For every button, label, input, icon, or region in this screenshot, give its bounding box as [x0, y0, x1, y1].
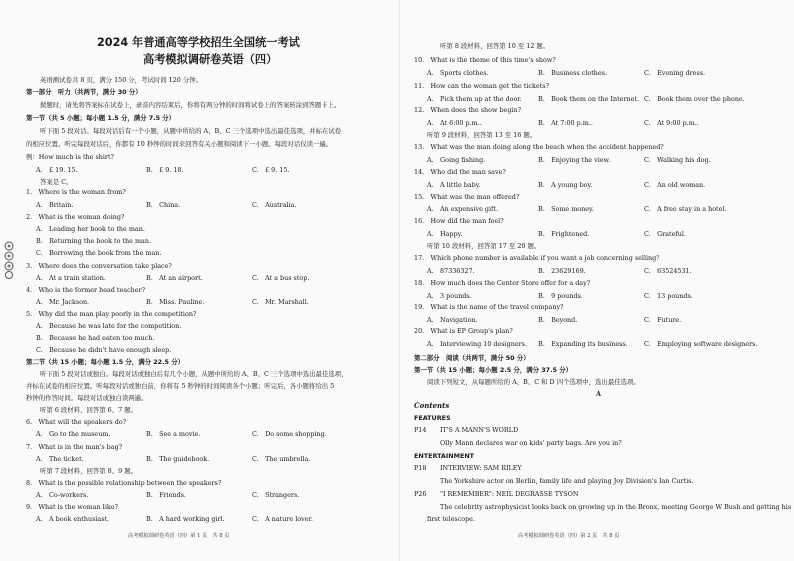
q13-option-a: A. Going fishing. — [427, 156, 486, 164]
q15-option-a: A. An expensive gift. — [427, 205, 499, 213]
p14-number: P14 — [414, 426, 427, 434]
example-option-b: B. £ 9. 18. — [146, 166, 184, 174]
q20-option-b: B. Expanding its business. — [538, 340, 628, 348]
example-option-c: C. £ 9. 15. — [252, 166, 290, 174]
section1-instructions-2: 的相应位置。听完每段对话后，你都有 10 秒钟的时间来回答有关小题和阅读下一小题。每段对话仅读一遍。 — [26, 140, 333, 148]
exam-title: 2024 年普通高等学校招生全国统一考试 — [97, 36, 300, 49]
passage-letter: A — [596, 390, 601, 398]
q14-option-c: C. An old woman. — [644, 181, 706, 189]
question-16: 16. How did the man feel? — [414, 217, 504, 225]
q17-option-b: B. 23629169. — [538, 267, 586, 275]
features-heading: FEATURES — [414, 414, 451, 422]
q12-option-a: A. At 6:00 p.m.. — [427, 119, 482, 127]
q16-option-b: B. Frightened. — [538, 230, 590, 238]
section2-instructions-2: 并标在试卷的相应位置。听每段对话或独白前，你将有 5 秒钟的时间阅读各个小题；听完后，各小题将给出 5 — [26, 382, 335, 390]
section2-instructions-1: 听下面 5 段对话或独白。每段对话或独白后有几个小题，从题中所给的 A、B、C 三个选项中选出最佳选项， — [40, 370, 348, 378]
q9-option-b: B. A hard working girl. — [146, 515, 225, 523]
q13-option-c: C. Walking his dog. — [644, 156, 711, 164]
contents-heading: Contents — [414, 401, 450, 410]
part1-instructions: 做题时，请先将答案标在试卷上，录音内容结束后，你将有两分钟的时间将试卷上的答案转涂到答题卡上。 — [40, 101, 341, 109]
q3-option-b: B. At an airport. — [146, 274, 203, 282]
p14-description: Olly Mann declares war on kids' party bags. Are you in? — [440, 439, 622, 447]
question-19: 19. What is the name of the travel company? — [414, 303, 564, 311]
q17-option-a: A. 87336327. — [427, 267, 475, 275]
q11-option-c: C. Book them over the phone. — [644, 95, 745, 103]
entertainment-heading: ENTERTAINMENT — [414, 452, 475, 460]
example-option-a: A. £ 19. 15. — [36, 166, 78, 174]
q4-option-c: C. Mr. Marshall. — [252, 298, 309, 306]
p26-description-1: The celebrity astrophysicist looks back on growing up in the Bronx, meeting George W Bush and getting his — [440, 503, 792, 511]
q19-option-b: B. Beyond. — [538, 316, 578, 324]
q7-option-a: A. The ticket. — [36, 455, 84, 463]
p18-title: INTERVIEW: SAM RILEY — [440, 464, 522, 472]
q11-option-b: B. Book them on the Internet. — [538, 95, 640, 103]
material-9-note: 听第 9 段材料，回答第 13 至 16 题。 — [427, 131, 537, 139]
question-4: 4. Who is the former head teacher? — [26, 286, 146, 294]
q10-option-b: B. Business clothes. — [538, 69, 607, 77]
q11-option-a: A. Pick them up at the door. — [427, 95, 522, 103]
question-6: 6. What will the speakers do? — [26, 418, 127, 426]
p26-title: "I REMEMBER": NEIL DEGRASSE TYSON — [440, 490, 579, 498]
q1-option-a: A. Britain. — [36, 201, 74, 209]
q20-option-c: C. Employing software designers. — [644, 340, 758, 348]
p18-description: The Yorkshire actor on Berlin, family life and playing Joy Division's Ian Curtis. — [440, 477, 694, 485]
example-question: 例：How much is the shirt? — [26, 153, 114, 161]
question-15: 15. What was the man offered? — [414, 193, 520, 201]
p26-description-2: first telescope. — [427, 515, 475, 523]
q9-option-a: A. A book enthusiast. — [36, 515, 110, 523]
q2-option-c: C. Borrowing the book from the man. — [36, 249, 162, 257]
section2-heading: 第二节（共 15 小题；每小题 1.5 分，满分 22.5 分） — [26, 358, 184, 366]
material-8-note: 听第 8 段材料，回答第 10 至 12 题。 — [440, 42, 550, 50]
material-6-note: 听第 6 段材料，回答第 6、7 题。 — [40, 406, 138, 414]
question-5: 5. Why did the man play poorly in the competition? — [26, 310, 197, 318]
q14-option-b: B. A young boy. — [538, 181, 593, 189]
q12-option-b: B. At 7:00 p.m.. — [538, 119, 593, 127]
section1-instructions-1: 听下面 5 段对话。每段对话后有一个小题，从题中所给的 A、B、C 三个选项中选出最佳选项，并标在试卷 — [40, 127, 342, 135]
q19-option-a: A. Navigation. — [427, 316, 478, 324]
right-page-footer: 高考模拟调研卷英语（四）第 2 页 共 8 页 — [518, 533, 620, 539]
q1-option-c: C. Australia. — [252, 201, 297, 209]
q16-option-a: A. Happy. — [427, 230, 463, 238]
question-1: 1. Where is the woman from? — [26, 188, 126, 196]
example-answer: 答案是 C。 — [40, 178, 73, 186]
q2-option-b: B. Returning the book to the man. — [36, 237, 151, 245]
part2-heading: 第二部分 阅读（共两节，满分 50 分） — [414, 354, 530, 362]
q9-option-c: C. A nature lover. — [252, 515, 313, 523]
q15-option-b: B. Some money. — [538, 205, 594, 213]
question-17: 17. Which phone number is available if you want a job concerning selling？ — [414, 254, 663, 262]
right-page — [400, 0, 794, 561]
q18-option-b: B. 9 pounds. — [538, 292, 583, 300]
question-7: 7. What is in the man's bag? — [26, 443, 123, 451]
p18-number: P18 — [414, 464, 427, 472]
q10-option-a: A. Sports clothes. — [427, 69, 489, 77]
section1-heading: 第一节（共 5 小题；每小题 1.5 分，满分 7.5 分） — [26, 114, 176, 122]
q18-option-c: C. 13 pounds. — [644, 292, 693, 300]
q8-option-c: C. Strangers. — [252, 491, 300, 499]
p26-number: P26 — [414, 490, 427, 498]
part2-section1-heading: 第一节（共 15 小题；每小题 2.5 分，满分 37.5 分） — [414, 366, 572, 374]
left-page-footer: 高考模拟调研卷英语（四）第 1 页 共 8 页 — [128, 533, 230, 539]
q5-option-c: C. Because he didn't have enough sleep. — [36, 346, 172, 354]
question-12: 12. When does the show begin? — [414, 106, 521, 114]
q19-option-c: C. Future. — [644, 316, 682, 324]
q1-option-b: B. China. — [146, 201, 181, 209]
q8-option-b: B. Friends. — [146, 491, 186, 499]
question-18: 18. How much does the Center Store offer for a day? — [414, 279, 591, 287]
p14-title: IT'S A MANN'S WORLD — [440, 426, 519, 434]
q14-option-a: A. A little baby. — [427, 181, 481, 189]
question-8: 8. What is the possible relationship between the speakers? — [26, 479, 222, 487]
exam-info: 英语测试卷共 8 页，满分 150 分，考试时间 120 分钟。 — [40, 76, 203, 84]
question-9: 9. What is the woman like? — [26, 503, 118, 511]
q2-option-a: A. Leading her book to the man. — [36, 225, 145, 233]
q17-option-c: C. 63524531. — [644, 267, 692, 275]
question-3: 3. Where does the conversation take place? — [26, 262, 172, 270]
question-20: 20. What is EP Group's plan? — [414, 327, 513, 335]
q4-option-b: B. Miss. Pauline. — [146, 298, 205, 306]
q10-option-c: C. Evening dress. — [644, 69, 706, 77]
q6-option-a: A. Go to the museum. — [36, 430, 111, 438]
q5-option-a: A. Because he was late for the competition. — [36, 322, 182, 330]
material-7-note: 听第 7 段材料，回答第 8、9 题。 — [40, 467, 138, 475]
q6-option-c: C. Do some shopping. — [252, 430, 327, 438]
q3-option-c: C. At a bus stop. — [252, 274, 310, 282]
q8-option-a: A. Co-workers. — [36, 491, 89, 499]
q12-option-c: C. At 9:00 p.m.. — [644, 119, 699, 127]
question-13: 13. What was the man doing along the beach when the accident happened? — [414, 143, 664, 151]
q18-option-a: A. 3 pounds. — [427, 292, 472, 300]
question-10: 10. What is the theme of this time's show? — [414, 56, 556, 64]
q5-option-b: B. Because he had eaten too much. — [36, 334, 155, 342]
q7-option-b: B. The guidebook. — [146, 455, 210, 463]
q6-option-b: B. See a movie. — [146, 430, 201, 438]
section2-instructions-3: 秒钟的作答时间。每段对话或独白读两遍。 — [26, 394, 148, 402]
question-11: 11. How can the woman get the tickets? — [414, 82, 549, 90]
q20-option-a: A. Interviewing 10 designers. — [427, 340, 527, 348]
binding-stamp — [2, 240, 16, 280]
exam-subtitle: 高考模拟调研卷英语（四） — [143, 53, 278, 66]
q3-option-a: A. At a train station. — [36, 274, 106, 282]
q15-option-c: C. A free stay in a hotel. — [644, 205, 727, 213]
question-14: 14. Who did the man save? — [414, 168, 506, 176]
q16-option-c: C. Grateful. — [644, 230, 686, 238]
part2-instructions: 阅读下列短文，从每题所给的 A、B、C 和 D 四个选项中，选出最佳选项。 — [427, 378, 640, 386]
q7-option-c: C. The umbrella. — [252, 455, 311, 463]
q4-option-a: A. Mr. Jackson. — [36, 298, 90, 306]
part1-heading: 第一部分 听力（共两节，满分 30 分） — [26, 88, 142, 96]
question-2: 2. What is the woman doing? — [26, 213, 125, 221]
material-10-note: 听第 10 段材料，回答第 17 至 20 题。 — [427, 242, 541, 250]
q13-option-b: B. Enjoying the view. — [538, 156, 611, 164]
